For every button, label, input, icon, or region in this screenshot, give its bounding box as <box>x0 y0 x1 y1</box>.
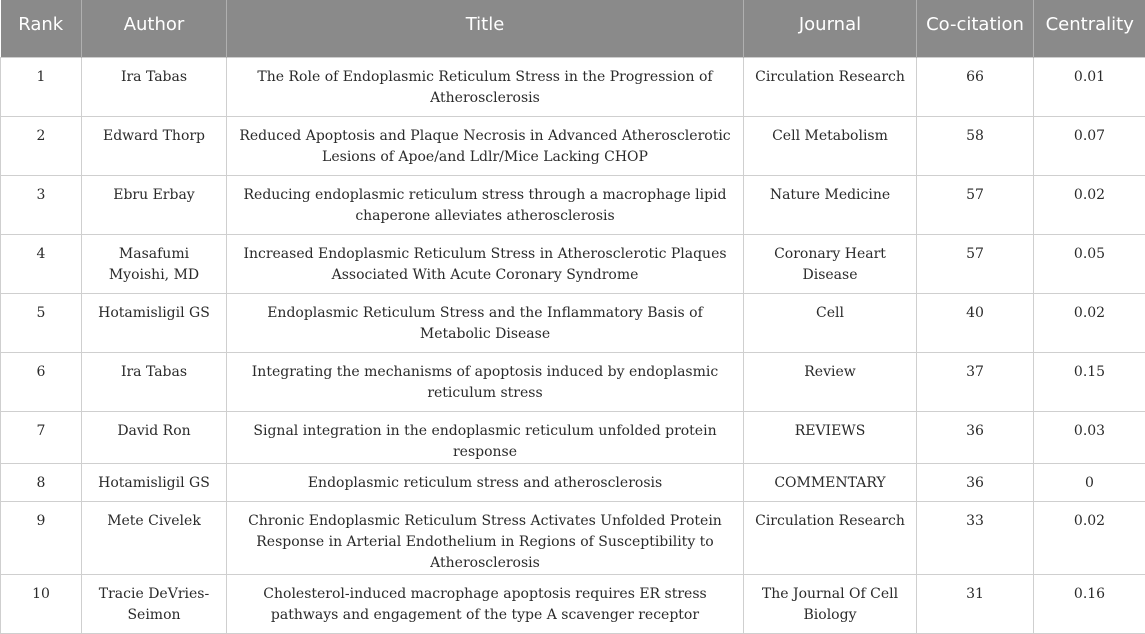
cell-co-citation: 57 <box>917 234 1034 293</box>
header-co-citation: Co-citation <box>917 0 1034 57</box>
cell-author: Ira Tabas <box>82 57 227 116</box>
cell-co-citation: 40 <box>917 293 1034 352</box>
cell-title: Endoplasmic Reticulum Stress and the Inflammatory Basis of Metabolic Disease <box>227 293 744 352</box>
cell-title: Cholesterol-induced macrophage apoptosis requires ER stress pathways and engagement of the type A scavenger receptor <box>227 574 744 633</box>
cell-co-citation: 57 <box>917 175 1034 234</box>
header-centrality: Centrality <box>1034 0 1145 57</box>
table-row <box>1 501 1145 574</box>
cell-centrality: 0.01 <box>1034 57 1145 116</box>
cell-title: The Role of Endoplasmic Reticulum Stress in the Progression of Atherosclerosis <box>227 57 744 116</box>
cell-title: Signal integration in the endoplasmic reticulum unfolded protein response <box>227 411 744 463</box>
cell-author: Ebru Erbay <box>82 175 227 234</box>
cell-title: Integrating the mechanisms of apoptosis induced by endoplasmic reticulum stress <box>227 352 744 411</box>
cell-author: Ira Tabas <box>82 352 227 411</box>
table-row <box>1 116 1145 175</box>
cell-co-citation: 36 <box>917 411 1034 463</box>
table-row <box>1 175 1145 234</box>
cell-rank: 8 <box>1 463 82 501</box>
header-row <box>1 0 1145 57</box>
cell-journal: REVIEWS <box>744 411 917 463</box>
cell-rank: 1 <box>1 57 82 116</box>
cell-journal: Cell Metabolism <box>744 116 917 175</box>
cell-title: Endoplasmic reticulum stress and atherosclerosis <box>227 463 744 501</box>
header-journal: Journal <box>744 0 917 57</box>
cell-journal: Circulation Research <box>744 57 917 116</box>
cell-centrality: 0.07 <box>1034 116 1145 175</box>
cell-journal: Review <box>744 352 917 411</box>
header-rank: Rank <box>1 0 82 57</box>
cell-rank: 2 <box>1 116 82 175</box>
cell-rank: 5 <box>1 293 82 352</box>
cell-author: Edward Thorp <box>82 116 227 175</box>
cell-title: Reduced Apoptosis and Plaque Necrosis in Advanced Atherosclerotic Lesions of Apoe/and Ldlr/Mice Lacking CHOP <box>227 116 744 175</box>
cell-centrality: 0.02 <box>1034 293 1145 352</box>
table-row <box>1 352 1145 411</box>
cell-centrality: 0.02 <box>1034 501 1145 574</box>
cell-rank: 6 <box>1 352 82 411</box>
table-header <box>1 0 1145 57</box>
cell-journal: Coronary Heart Disease <box>744 234 917 293</box>
cell-author: Masafumi Myoishi, MD <box>82 234 227 293</box>
cell-rank: 4 <box>1 234 82 293</box>
cell-author: Mete Civelek <box>82 501 227 574</box>
table-body <box>1 57 1145 633</box>
cell-co-citation: 33 <box>917 501 1034 574</box>
table-row <box>1 574 1145 633</box>
cell-co-citation: 31 <box>917 574 1034 633</box>
cell-centrality: 0.03 <box>1034 411 1145 463</box>
cell-title: Reducing endoplasmic reticulum stress through a macrophage lipid chaperone alleviates atherosclerosis <box>227 175 744 234</box>
cell-journal: Nature Medicine <box>744 175 917 234</box>
header-title: Title <box>227 0 744 57</box>
cell-centrality: 0.02 <box>1034 175 1145 234</box>
header-author: Author <box>82 0 227 57</box>
table-row <box>1 463 1145 501</box>
cell-author: David Ron <box>82 411 227 463</box>
cell-co-citation: 36 <box>917 463 1034 501</box>
cell-co-citation: 58 <box>917 116 1034 175</box>
cell-centrality: 0.15 <box>1034 352 1145 411</box>
cell-co-citation: 37 <box>917 352 1034 411</box>
table-row <box>1 234 1145 293</box>
cell-journal: COMMENTARY <box>744 463 917 501</box>
cell-co-citation: 66 <box>917 57 1034 116</box>
cell-centrality: 0 <box>1034 463 1145 501</box>
table-row <box>1 411 1145 463</box>
cell-rank: 10 <box>1 574 82 633</box>
cell-centrality: 0.16 <box>1034 574 1145 633</box>
cell-journal: Cell <box>744 293 917 352</box>
cell-author: Hotamisligil GS <box>82 463 227 501</box>
cell-title: Chronic Endoplasmic Reticulum Stress Activates Unfolded Protein Response in Arterial Endothelium in Regions of Susceptibility to Atherosclerosis <box>227 501 744 574</box>
cell-rank: 9 <box>1 501 82 574</box>
cell-author: Hotamisligil GS <box>82 293 227 352</box>
cell-title: Increased Endoplasmic Reticulum Stress in Atherosclerotic Plaques Associated With Acute Coronary Syndrome <box>227 234 744 293</box>
cell-journal: Circulation Research <box>744 501 917 574</box>
cell-rank: 7 <box>1 411 82 463</box>
cell-centrality: 0.05 <box>1034 234 1145 293</box>
cell-rank: 3 <box>1 175 82 234</box>
cell-journal: The Journal Of Cell Biology <box>744 574 917 633</box>
cell-author: Tracie DeVries-Seimon <box>82 574 227 633</box>
table-row <box>1 57 1145 116</box>
table-row <box>1 293 1145 352</box>
